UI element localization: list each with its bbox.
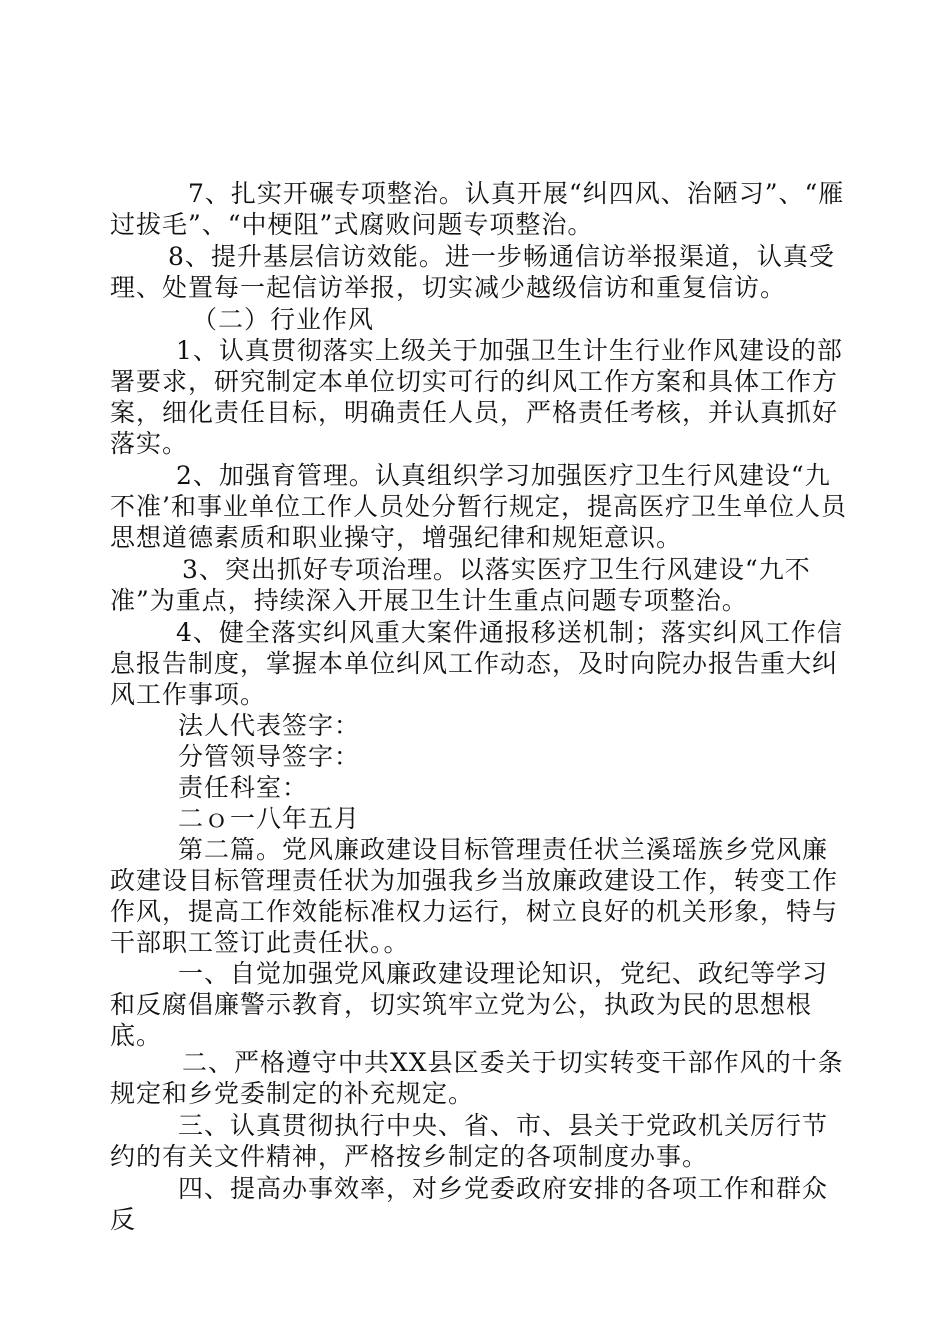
paragraph-article-4: 四、提高办事效率，对乡党委政府安排的各项工作和群众反 (110, 1174, 829, 1234)
paragraph-item-8: 8、提升基层信访效能。进一步畅通信访举报渠道，认真受理、处置每一起信访举报，切实减少越级信访和重复信访。 (110, 242, 835, 302)
paragraph-second-chapter: 第二篇。党风廉政建设目标管理责任状兰溪瑶族乡党风廉政建设目标管理责任状为加强我乡当放廉政建设工作，转变工作作风，提高工作效能标准权力运行，树立良好的机关形象，特与干部职工签订此责任状。。 (110, 835, 839, 957)
signature-responsible-department: 责任科室： (178, 773, 309, 802)
document-date: 二ｏ一八年五月 (178, 804, 361, 833)
paragraph-industry-3: 3、突出抓好专项治理。以落实医疗卫生行风建设“九不准”为重点，持续深入开展卫生计生重点问题专项整治。 (110, 555, 811, 615)
paragraph-article-3: 三、认真贯彻执行中央、省、市、县关于党政机关厉行节约的有关文件精神，严格按乡制定的各项制度办事。 (110, 1111, 829, 1171)
paragraph-industry-4: 4、健全落实纠风重大案件通报移送机制；落实纠风工作信息报告制度，掌握本单位纠风工作动态，及时向院办报告重大纠风工作事项。 (110, 618, 843, 709)
paragraph-article-2: 二、严格遵守中共XX县区委关于切实转变干部作风的十条规定和乡党委制定的补充规定。 (110, 1048, 844, 1108)
signature-supervising-leader: 分管领导签字： (178, 742, 361, 771)
paragraph-item-7: 7、扎实开碾专项整治。认真开展“纠四风、治陋习”、“雁过拔毛”、“中梗阻”式腐败问题专项整治。 (110, 179, 845, 239)
signature-legal-representative: 法人代表签字： (178, 711, 361, 740)
section-heading-industry-style: （二）行业作风 (192, 305, 375, 334)
paragraph-article-1: 一、自觉加强党风廉政建设理论知识，党纪、政纪等学习和反腐倡廉警示教育，切实筑牢立党为公，执政为民的思想根底。 (110, 959, 829, 1050)
paragraph-industry-1: 1、认真贯彻落实上级关于加强卫生计生行业作风建设的部署要求，研究制定本单位切实可行的纠风工作方案和具体工作方案，细化责任目标，明确责任人员，严格责任考核，并认真抓好落实。 (110, 336, 843, 458)
paragraph-industry-2: 2、加强育管理。认真组织学习加强医疗卫生行风建设“九不准’和事业单位工作人员处分暂行规定，提高医疗卫生单位人员思想道德素质和职业操守，增强纪律和规矩意识。 (110, 461, 847, 552)
